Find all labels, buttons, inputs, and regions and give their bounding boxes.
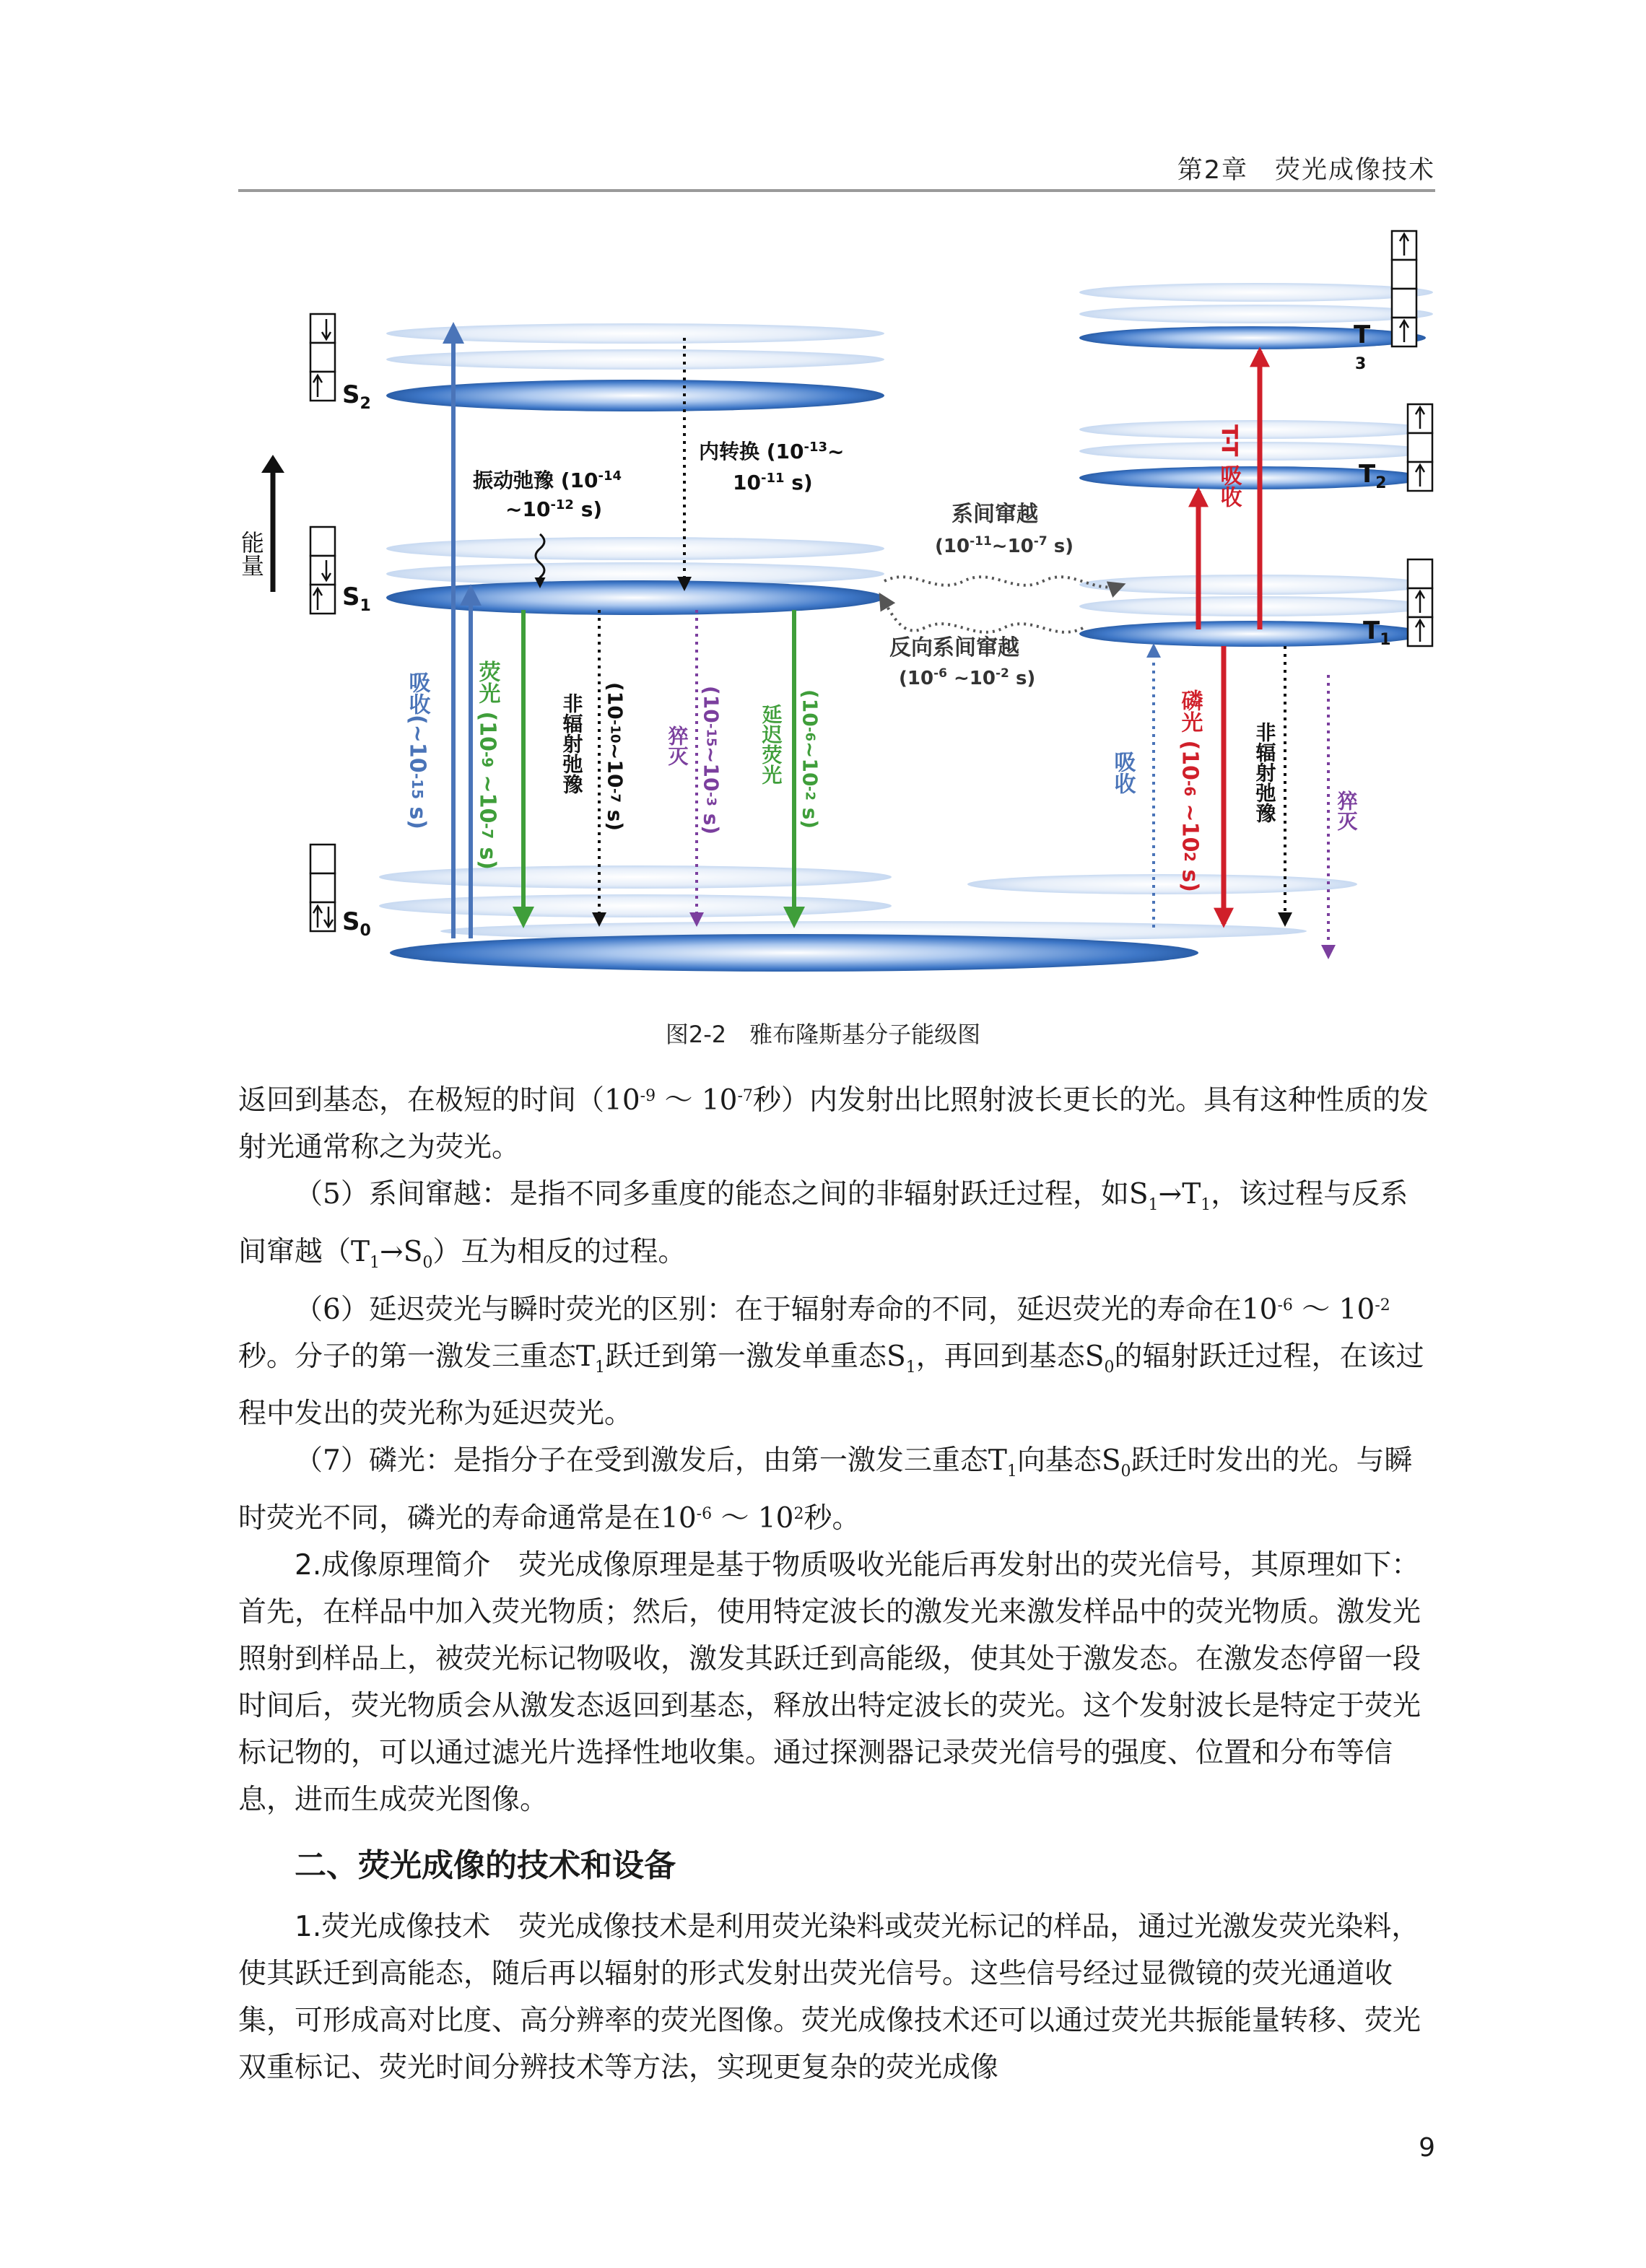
- spin-box-t3: [1392, 231, 1416, 346]
- ic-tail: s): [784, 471, 813, 494]
- nonrad-time: (10: [603, 682, 627, 720]
- vib-relax-label: 振动弛豫 (10: [473, 468, 598, 492]
- svg-text:(10-6~10-2 s): [798, 689, 822, 829]
- svg-text:S1: [342, 583, 371, 615]
- risc-exp1: -6: [933, 666, 947, 681]
- fluorescence-exp1: -9: [479, 751, 496, 768]
- svg-text:振动弛豫 (10-14: [473, 468, 622, 492]
- paragraph-imaging-technique: 1.荧光成像技术 荧光成像技术是利用荧光染料或荧光标记的样品，通过光激发荧光染料，使其跃迁到高能态，随后再以辐射的形式发射出荧光信号。这些信号经过显微镜的荧光通道收集，可形成高对比度、高分辨率的荧光图像。荧光成像技术还可以通过荧光共振能量转移、荧光双重标记、荧光时间分辨技术等方法，实现更复杂的荧光成像: [238, 1911, 1421, 2085]
- state-t1-label: T: [1363, 616, 1380, 645]
- delayed-fl-exp2: -2: [802, 786, 818, 801]
- caption-label: 图2-2: [665, 1021, 727, 1048]
- svg-text:~10-12 s): [505, 497, 602, 521]
- fluorescence-exp2: -7: [479, 823, 496, 839]
- vib-relax-time: ~10: [505, 497, 551, 521]
- delayed-fl-time: (10: [798, 689, 822, 727]
- state-s0-label: S: [342, 907, 360, 936]
- phosphorescence-exp1: -6: [1181, 780, 1198, 797]
- delayed-fl-exp1: -6: [802, 726, 818, 741]
- nonrad-tail: s): [603, 802, 627, 831]
- tt-absorption-label: T-T 吸收: [1216, 424, 1242, 508]
- state-s2-label: S: [342, 380, 360, 409]
- state-t2-label: T: [1359, 460, 1376, 489]
- phosphorescence-mid: ~10: [1177, 796, 1203, 852]
- vib-relax-exp1: -14: [598, 468, 622, 484]
- svg-text:(10-11~10-7 s): [935, 534, 1074, 557]
- fluorescence-label: 荧光 (10: [474, 660, 500, 751]
- state-t1-sub: 1: [1380, 631, 1391, 649]
- level-s0: [390, 934, 1198, 972]
- svg-text:内转换 (10-13~: [699, 440, 845, 463]
- state-t2-sub: 2: [1375, 474, 1387, 492]
- state-s1-sub: 1: [360, 597, 371, 615]
- svg-text:荧光 (10-9 ~10-7 s): [475, 660, 501, 870]
- paragraph-phosphorescence: （7）磷光：是指分子在受到激发后，由第一激发三重态$T_1$向基态$S_0$跃迁时发出的光。与瞬时荧光不同，磷光的寿命通常是在$10^{-6}$ ～ $10^2$秒。: [238, 1444, 1413, 1535]
- annihilation-time: (10: [699, 686, 723, 723]
- svg-text:磷光 (10-6 ~102 s): [1177, 689, 1203, 892]
- annihilation-label: 猝灭: [665, 725, 689, 766]
- spin-box-t2: [1408, 404, 1432, 491]
- svg-text:(10-6 ~10-2 s): [899, 666, 1035, 689]
- risc-label: 反向系间窜越: [889, 635, 1019, 660]
- nonrad-t-label: 非辐射弛豫: [1253, 722, 1277, 823]
- isc-exp1: -11: [970, 534, 992, 549]
- nonrad-exp1: -10: [607, 719, 623, 743]
- annihilation-exp2: -3: [703, 791, 719, 806]
- energy-axis-label: 能量: [238, 531, 265, 577]
- nonrad-exp2: -7: [607, 788, 623, 803]
- svg-text:T1: [1363, 616, 1391, 649]
- phosphorescence-tail: s): [1177, 862, 1203, 893]
- chapter-title: 第2章 荧光成像技术: [1177, 156, 1435, 185]
- risc-arrow: [881, 596, 1083, 632]
- paragraph-imaging-principle: 2.成像原理简介 荧光成像原理是基于物质吸收光能后再发射出的荧光信号，其原理如下：首先，在样品中加入荧光物质；然后，使用特定波长的激发光来激发样品中的荧光物质。激发光照射到样品上，被荧光标记物吸收，激发其跃迁到高能级，使其处于激发态。在激发态停留一段时间后，荧光物质会从激发态返回到基态，释放出特定波长的荧光。这个发射波长是特定于荧光标记物的，可以通过滤光片选择性地收集。通过探测器记录荧光信号的强度、位置和分布等信息，进而生成荧光图像。: [238, 1549, 1421, 1817]
- ic-label: 内转换 (10: [699, 440, 804, 463]
- isc-tail: s): [1047, 536, 1074, 557]
- state-t3-sub: 3: [1355, 355, 1367, 373]
- spin-box-s2: [310, 314, 335, 401]
- state-t3-label: T: [1354, 320, 1371, 349]
- paragraph-continuation: 返回到基态，在极短的时间（$10^{-9}$ ～ $10^{-7}$秒）内发射出比照射波长更长的光。具有这种性质的发射光通常称之为荧光。: [238, 1084, 1429, 1164]
- delayed-fl-tail: s): [798, 801, 822, 829]
- spin-box-t1: [1408, 559, 1432, 646]
- svg-text:T3: [1354, 320, 1371, 373]
- nonrad-label: 非辐射弛豫: [559, 693, 584, 794]
- level-s1: [386, 580, 884, 615]
- annihilation-tail: s): [699, 806, 723, 834]
- svg-text:10-11 s): [733, 471, 813, 494]
- risc-mid: ~10: [946, 668, 996, 689]
- svg-text:(10-10~10-7 s): [604, 682, 627, 831]
- nonrad-mid: ~10: [603, 743, 627, 788]
- body-text: [238, 1077, 1435, 2091]
- fluorescence-tail: s): [474, 839, 500, 870]
- svg-text:(10-15~10-3 s): [700, 686, 723, 834]
- svg-text:吸收(~10-15 s): [405, 671, 430, 829]
- vib-relax-exp2: -12: [550, 497, 574, 513]
- isc-label: 系间窜越: [952, 502, 1038, 527]
- phosphorescence-label: 磷光 (10: [1177, 689, 1203, 780]
- level-s2: [386, 380, 884, 411]
- ic-tilde: ~: [827, 440, 845, 463]
- section-heading: 二、荧光成像的技术和设备: [295, 1847, 676, 1885]
- spin-box-s1: [310, 527, 335, 614]
- svg-text:T2: [1359, 460, 1387, 492]
- vib-relax-tail: s): [573, 497, 603, 521]
- state-s0-sub: 0: [360, 922, 371, 940]
- absorption-tail: s): [404, 798, 430, 829]
- level-t3: [1079, 326, 1426, 349]
- delayed-fl-label: 延迟荧光: [759, 704, 783, 785]
- run-in-heading: 2.成像原理简介: [295, 1549, 491, 1582]
- absorption-t-label: 吸收: [1110, 751, 1136, 794]
- fluorescence-mid: ~10: [474, 767, 500, 824]
- caption-title: 雅布隆斯基分子能级图: [749, 1021, 981, 1048]
- isc-mid: ~10: [991, 536, 1034, 557]
- absorption-label: 吸收(~10: [404, 671, 430, 773]
- run-in-heading-2: 1.荧光成像技术: [295, 1911, 491, 1944]
- annihilation-t-label: 猝灭: [1334, 790, 1359, 831]
- jablonski-diagram: [0, 0, 1646, 1011]
- absorption-exp: -15: [409, 772, 426, 799]
- ic-exp1: -13: [804, 440, 828, 455]
- ic-time: 10: [733, 471, 761, 494]
- state-s1-label: S: [342, 583, 360, 611]
- paragraph-isc: （5）系间窜越：是指不同多重度的能态之间的非辐射跃迁过程，如$S_1\to T_1$，该过程与反系间窜越$(T_1\to S_0)$互为相反的过程。: [238, 1178, 1408, 1272]
- annihilation-exp1: -15: [703, 723, 719, 747]
- risc-exp2: -2: [996, 666, 1009, 681]
- annihilation-mid: ~10: [699, 746, 723, 792]
- isc-time: (10: [935, 536, 970, 557]
- figure-caption: [0, 1016, 1646, 1050]
- delayed-fl-mid: ~10: [798, 741, 822, 787]
- risc-tail: s): [1009, 668, 1036, 689]
- page-number: 9: [1419, 2133, 1435, 2163]
- phosphorescence-exp2: 2: [1181, 852, 1198, 863]
- ic-exp3: -11: [760, 471, 785, 486]
- risc-time: (10: [899, 668, 934, 689]
- isc-exp2: -7: [1033, 534, 1048, 549]
- svg-text:S2: [342, 380, 371, 413]
- paragraph-delayed-fluorescence: （6）延迟荧光与瞬时荧光的区别：在于辐射寿命的不同，延迟荧光的寿命在$10^{-6}$ ～ $10^{-2}$秒。分子的第一激发三重态$T_1$跃迁到第一激发单重态$S_1$，再回到基态$S_0$的辐射跃迁过程，在该过程中发出的荧光称为延迟荧光。: [238, 1293, 1424, 1431]
- spin-box-s0: [310, 845, 335, 931]
- state-s2-sub: 2: [360, 395, 371, 413]
- svg-text:S0: [342, 907, 371, 940]
